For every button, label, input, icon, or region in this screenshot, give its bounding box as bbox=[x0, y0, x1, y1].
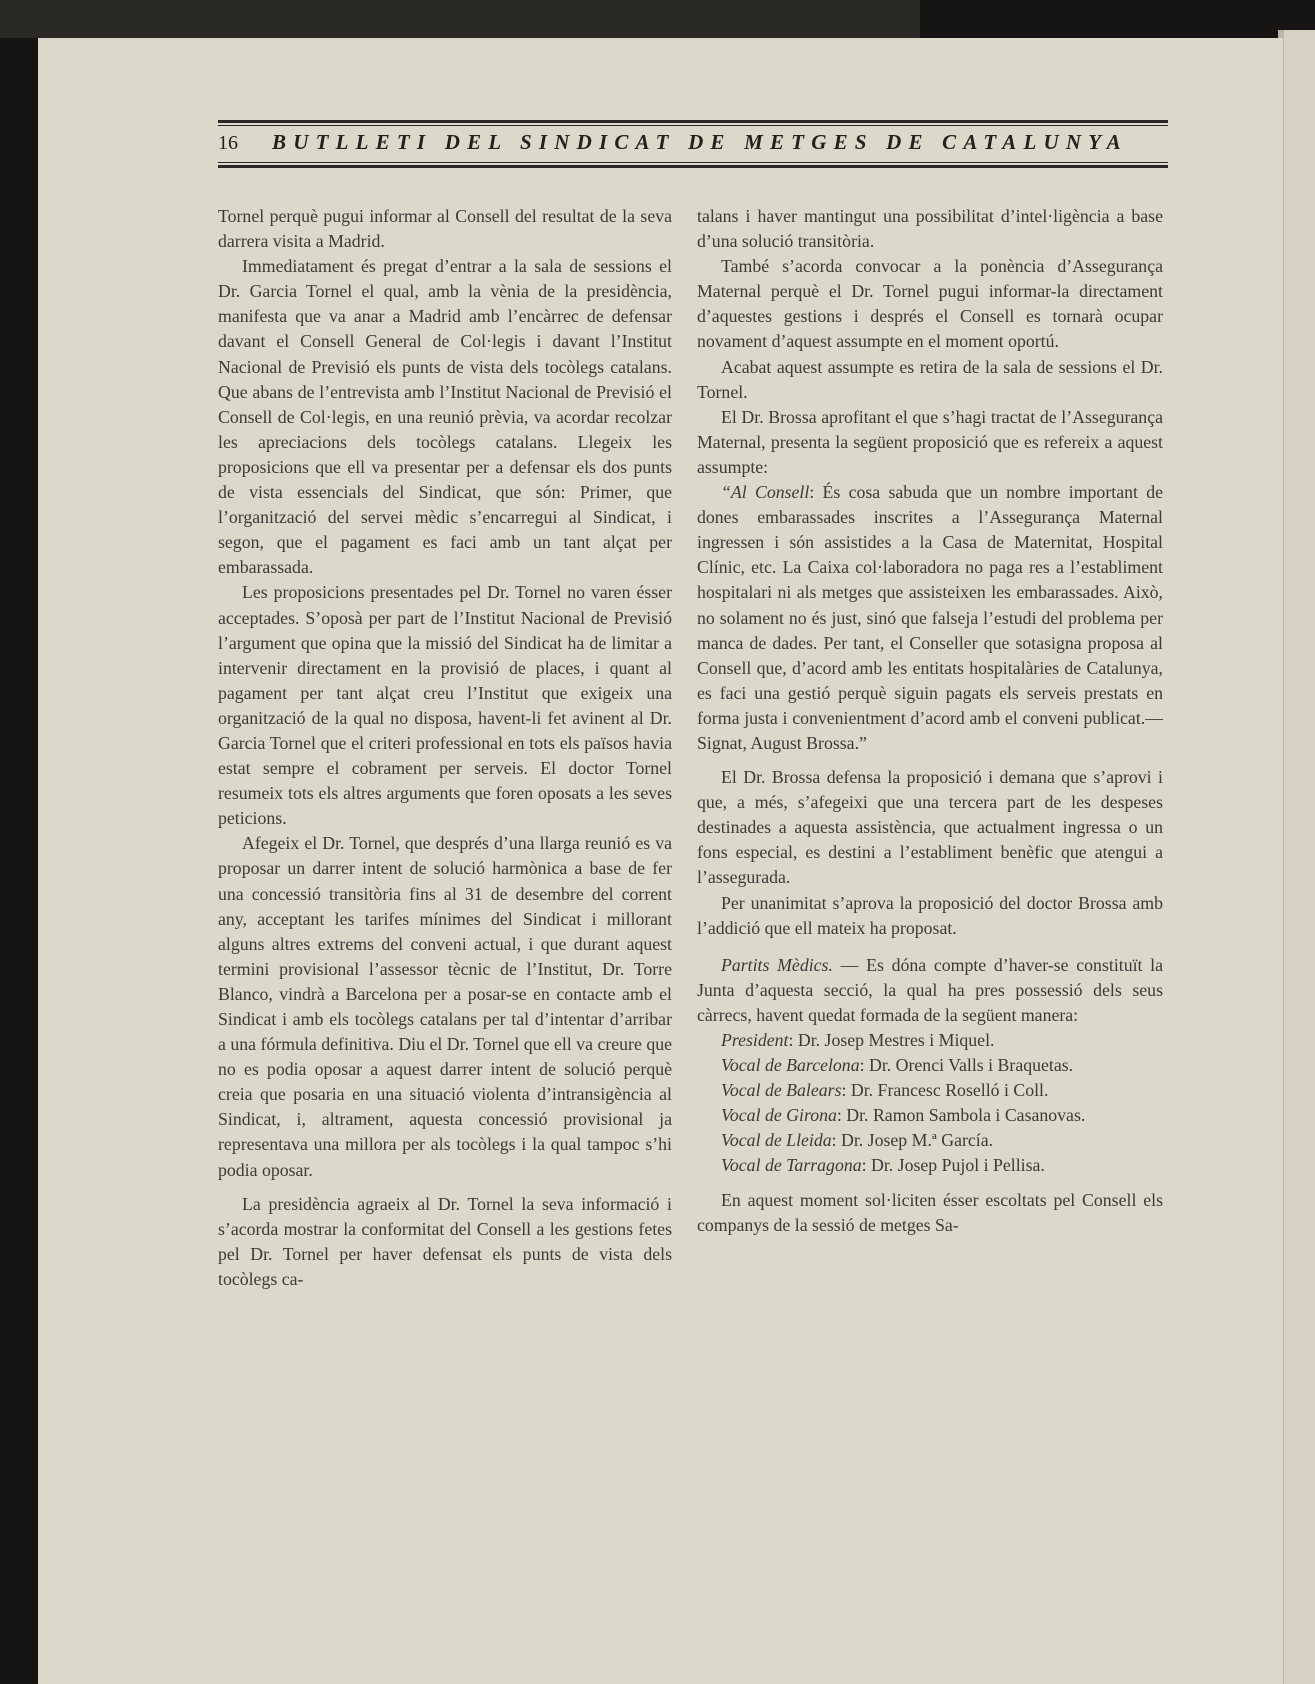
scan-background-top bbox=[0, 0, 1315, 38]
board-name: : Dr. Ramon Sambola i Casanovas. bbox=[836, 1105, 1086, 1126]
left-column bbox=[218, 204, 672, 1292]
board-member bbox=[697, 1103, 1163, 1128]
proposal-addressee: “Al Consell bbox=[721, 482, 810, 503]
board-name: : Dr. Josep Pujol i Pellisa. bbox=[861, 1155, 1045, 1176]
scan-background-shade bbox=[0, 0, 920, 38]
board-name: : Dr. Orenci Valls i Braquetas. bbox=[859, 1055, 1074, 1076]
paragraph: Per unanimitat s’aprova la proposició del doctor Brossa amb l’addició que ell mateix ha proposat. bbox=[697, 892, 1163, 938]
board-role: Vocal de Girona bbox=[721, 1105, 837, 1126]
next-page-edge bbox=[1283, 30, 1315, 1684]
section-text: — Es dóna compte d’haver-se constituït la Junta d’aquesta secció, la qual ha pres possessió dels seus càrrecs, havent quedat formada de la següent manera: bbox=[697, 954, 1163, 1025]
board-member bbox=[697, 1028, 1163, 1053]
journal-title: BUTLLETI DEL SINDICAT DE METGES DE CATALUNYA bbox=[272, 130, 1128, 154]
board-member bbox=[697, 1078, 1163, 1103]
paragraph: Immediatament és pregat d’entrar a la sala de sessions el Dr. Garcia Tornel el qual, amb la vènia de la presidència, manifesta que va anar a Madrid amb l’encàrrec de defensar davant el Consell General de Col·legis i davant l’Institut Nacional de Previsió els punts de vista dels tocòlegs catalans. Que abans de l’entrevista amb l’Institut Nacional de Previsió el Consell de Col·legis, en una reunió prèvia, va acordar recolzar les apreciacions dels tocòlegs catalans. Llegeix les proposicions que ell va presentar per a defensar els dos punts de vista essencials del Sindicat, que són: Primer, que l’organització del servei mèdic s’encarregui al Sindicat, i segon, que el pagament es faci amb un tant alçat per embarassada. bbox=[218, 256, 672, 578]
header-rule-top-thick bbox=[218, 120, 1168, 123]
right-column bbox=[697, 204, 1163, 1238]
board-role: Vocal de Tarragona bbox=[721, 1155, 862, 1176]
paragraph: Les proposicions presentades pel Dr. Tornel no varen ésser acceptades. S’oposà per part de l’Institut Nacional de Previsió l’argument que opina que la missió del Sindicat ha de limitar a intervenir directament en la provisió de places, i quant al pagament per tant alçat creu l’Institut que exigeix una organització de la qual no disposa, havent-li fet avinent al Dr. Garcia Tornel que el criteri professional en tots els països havia estat sempre el cobrament per serveis. El doctor Tornel resumeix tots els altres arguments que foren oposats a les seves peticions. bbox=[218, 582, 672, 829]
board-member bbox=[697, 1128, 1163, 1153]
board-name: : Dr. Josep M.ª García. bbox=[831, 1130, 994, 1151]
section-heading: Partits Mèdics. bbox=[721, 954, 833, 975]
paragraph: En aquest moment sol·liciten ésser escoltats pel Consell els companys de la sessió de metges Sa- bbox=[697, 1189, 1163, 1235]
section-paragraph bbox=[697, 953, 1163, 1028]
header-rule-bottom-thin bbox=[218, 162, 1168, 163]
running-header bbox=[218, 128, 1168, 160]
header-rule-top-thin bbox=[218, 125, 1168, 126]
paragraph: Tornel perquè pugui informar al Consell del resultat de la seva darrera visita a Madrid. bbox=[218, 206, 672, 252]
board-name: : Dr. Josep Mestres i Miquel. bbox=[788, 1030, 995, 1050]
page-number: 16 bbox=[218, 132, 238, 154]
board-role: Vocal de Balears bbox=[721, 1080, 842, 1101]
board-role: Vocal de Lleida bbox=[721, 1130, 832, 1151]
paragraph: Afegeix el Dr. Tornel, que després d’una llarga reunió es va proposar un darrer intent de solució harmònica a base de fer una concessió transitòria fins al 31 de desembre del corrent any, acceptant les tarifes mínimes del Sindicat i millorant alguns altres extrems del conveni actual, i que durant aquest termini provisional l’assessor tècnic de l’Institut, Dr. Torre Blanco, vindrà a Barcelona per a posar-se en contacte amb el Sindicat i amb els tocòlegs catalans per tal d’intentar d’arribar a una fórmula definitiva. Diu el Dr. Tornel que ell va creure que no es podia oposar a aquest darrer intent de solució perquè creia que posaria en una situació violenta d’intransigència al Sindicat, i, altrament, aquesta concessió provisional ja representava una millora per als tocòlegs i la qual tampoc s’hi podia oposar. bbox=[218, 833, 672, 1180]
board-member bbox=[697, 1053, 1163, 1078]
board-member bbox=[697, 1153, 1163, 1178]
board-name: : Dr. Francesc Roselló i Coll. bbox=[841, 1080, 1049, 1101]
proposal-paragraph bbox=[697, 480, 1163, 756]
header-rule-bottom-thick bbox=[218, 165, 1168, 168]
paragraph: talans i haver mantingut una possibilitat d’intel·ligència a base d’una solució transitòria. bbox=[697, 206, 1163, 252]
board-role: President bbox=[721, 1030, 789, 1050]
proposal-text: : És cosa sabuda que un nombre important de dones embarassades inscrites a l’Assegurança Maternal ingressen i són assistides a la Casa de Maternitat, Hospital Clínic, etc. La Caixa col·laboradora no paga res a l’establiment hospitalari ni als metges que assisteixen les embarassades. Això, no solament no és just, sinó que falseja l’estudi del problema per manca de dades. Per tant, el Conseller que sotasigna proposa al Consell que, d’acord amb les entitats hospitalàries de Catalunya, es faci una gestió perquè siguin pagats els serveis prestats en forma justa i convenientment d’acord amb el conveni publicat.—Signat, August Brossa.” bbox=[697, 482, 1163, 753]
paragraph: El Dr. Brossa aprofitant el que s’hagi tractat de l’Assegurança Maternal, presenta la següent proposició que es refereix a aquest assumpte: bbox=[697, 406, 1163, 477]
paragraph: La presidència agraeix al Dr. Tornel la seva informació i s’acorda mostrar la conformitat del Consell a les gestions fetes pel Dr. Tornel per haver defensat els punts de vista dels tocòlegs ca- bbox=[218, 1193, 672, 1289]
paragraph: El Dr. Brossa defensa la proposició i demana que s’aprovi i que, a més, s’afegeixi que una tercera part de les despeses destinades a aquesta assistència, que actualment ingressa o un fons especial, es destini a l’establiment benèfic que atengui a l’assegurada. bbox=[697, 767, 1163, 888]
paragraph: També s’acorda convocar a la ponència d’Assegurança Maternal perquè el Dr. Tornel pugui informar-la directament d’aquestes gestions i després el Consell es tornarà ocupar novament d’aquest assumpte en el moment oportú. bbox=[697, 256, 1163, 352]
paragraph: Acabat aquest assumpte es retira de la sala de sessions el Dr. Tornel. bbox=[697, 356, 1163, 402]
board-role: Vocal de Barcelona bbox=[721, 1055, 860, 1076]
